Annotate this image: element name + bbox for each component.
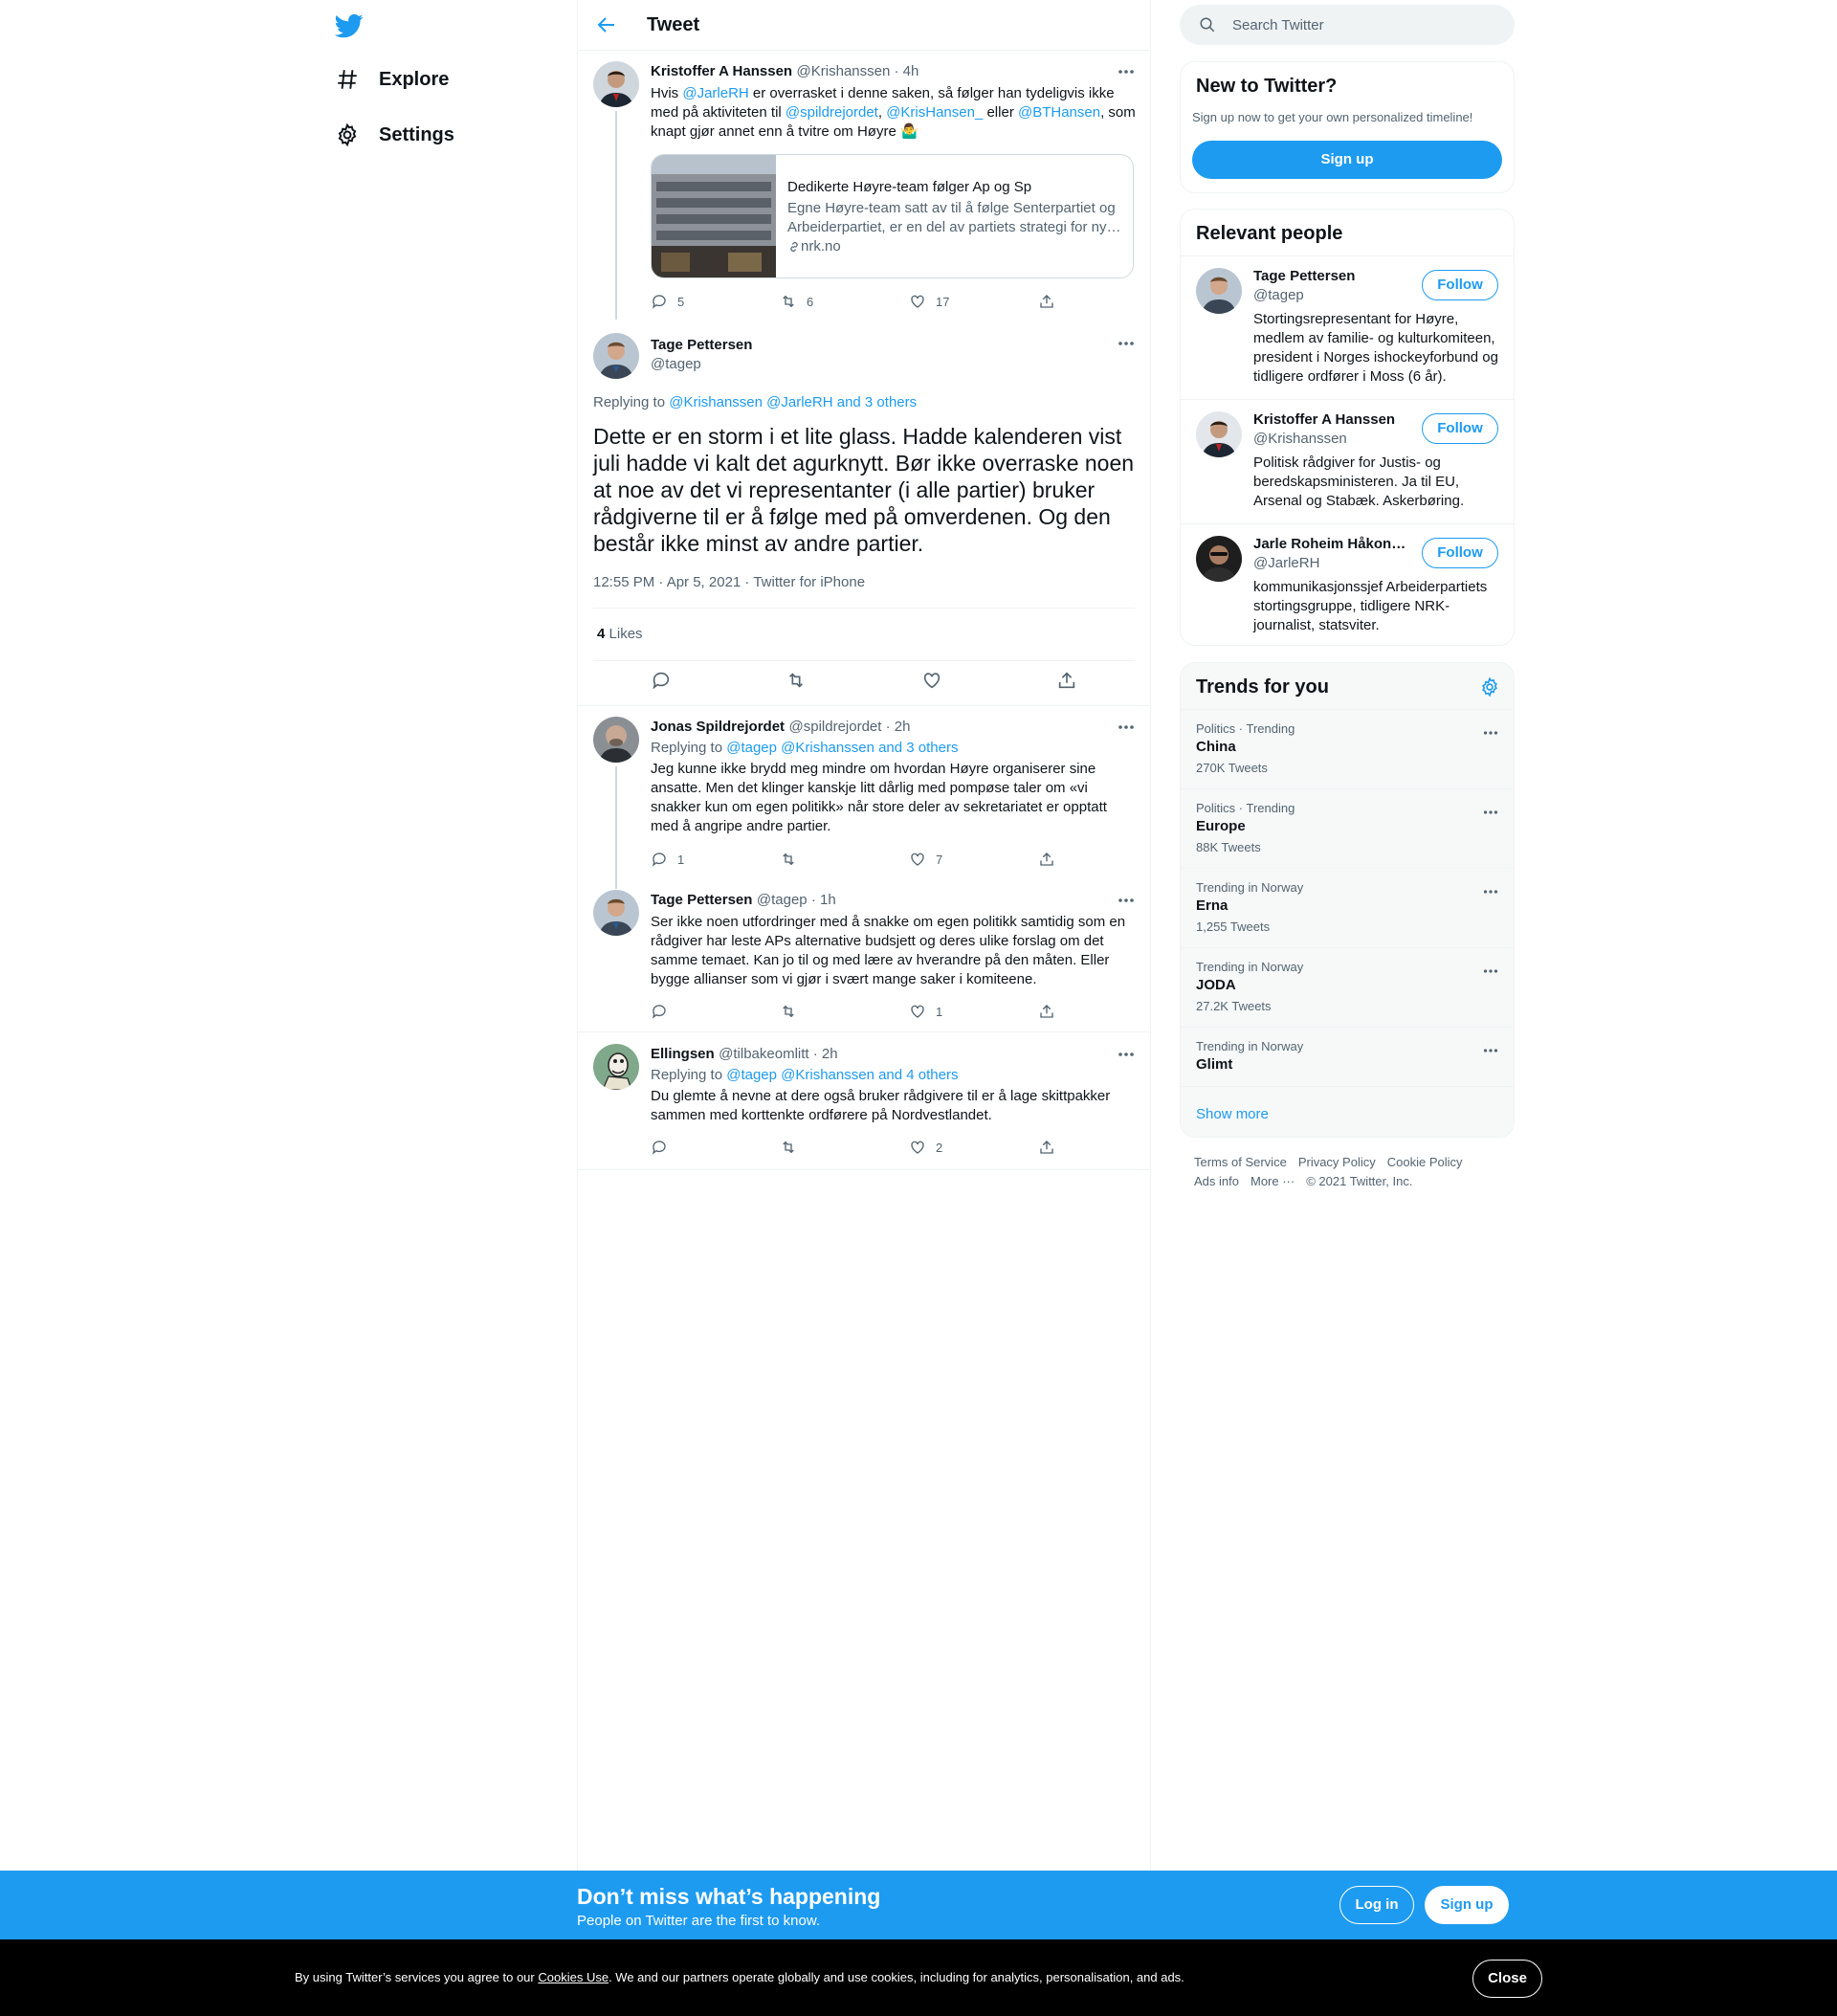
reply-button[interactable] xyxy=(651,1001,718,1022)
tweet-actions xyxy=(651,291,1057,312)
gear-icon[interactable] xyxy=(1479,676,1500,698)
author-name[interactable]: Tage Pettersen xyxy=(651,892,753,908)
like-button[interactable] xyxy=(909,291,976,312)
retweet-button[interactable] xyxy=(780,291,847,312)
tweet-text: Ser ikke noen utfordringer med å snakke om egen politikk samtidig som en rådgiver har leste APs alternative budsjett og deres ulike forslag om det samme temaet. Kan jo til og med lære av hverandre på den måten. Eller bygge allianser som vi gjør i svært mange saker i komiteene. xyxy=(651,914,1126,987)
reply-tweet[interactable] xyxy=(593,1044,1137,1168)
tweet-text xyxy=(651,84,1137,142)
reply-count: 1 xyxy=(677,852,685,867)
share-button[interactable] xyxy=(1038,291,1057,312)
cookie-text-before: By using Twitter’s services you agree to our xyxy=(295,1970,539,1984)
cookie-text-after: . We and our partners operate globally and use cookies, including for analytics, personalisation, and ads. xyxy=(609,1970,1184,1984)
mention-link[interactable]: @spildrejordet xyxy=(785,104,878,121)
avatar[interactable] xyxy=(1196,268,1242,314)
person-name[interactable]: Jarle Roheim Håkon… xyxy=(1253,536,1406,552)
trend-meta: Politics · Trending xyxy=(1196,801,1295,815)
mention-link[interactable]: @BTHansen xyxy=(1017,104,1101,121)
tweet-text: Dette er en storm i et lite glass. Hadde kalenderen vist juli hadde vi kalt det agurknytt. Bør ikke overraske noen at noe av det vi representanter (i alle partier) bruker rådgiverne til er å følge med på omverdenen. Og den består ikke minst av andre partier. xyxy=(593,424,1135,556)
trend-item[interactable] xyxy=(1181,947,1514,1027)
search-input[interactable] xyxy=(1232,5,1500,45)
like-button[interactable] xyxy=(909,1137,976,1158)
divider xyxy=(578,1031,1150,1032)
tweet-actions xyxy=(651,1001,1057,1022)
person-item[interactable] xyxy=(1181,399,1514,523)
reply-icon xyxy=(651,851,677,868)
retweet-button[interactable] xyxy=(780,849,847,870)
person-name[interactable]: Kristoffer A Hanssen xyxy=(1253,411,1396,428)
banner-subtitle: People on Twitter are the first to know. xyxy=(577,1913,821,1929)
tweet-body xyxy=(651,719,1137,836)
share-icon[interactable] xyxy=(1056,670,1077,695)
replying-to xyxy=(651,1067,1137,1083)
divider xyxy=(578,705,1150,706)
author-name[interactable]: Kristoffer A Hanssen xyxy=(651,63,793,79)
author-handle[interactable]: @tagep · 1h xyxy=(756,892,836,908)
reply-button[interactable] xyxy=(651,291,718,312)
more-options-icon[interactable] xyxy=(1481,962,1500,981)
reply-icon xyxy=(651,1003,677,1020)
footer-link-ads[interactable]: Ads info xyxy=(1194,1174,1239,1188)
more-options-icon[interactable] xyxy=(1481,882,1500,901)
share-button[interactable] xyxy=(1038,1001,1057,1022)
author-handle[interactable]: @Krishanssen · 4h xyxy=(796,63,919,79)
trend-name: Glimt xyxy=(1196,1056,1233,1073)
tweet-thread-column xyxy=(577,0,1151,1871)
share-icon xyxy=(1038,1003,1065,1020)
page-title: Tweet xyxy=(647,14,700,35)
retweet-icon xyxy=(780,1003,807,1020)
trend-item[interactable] xyxy=(1181,709,1514,788)
arrow-left-icon[interactable] xyxy=(595,13,618,36)
link-card[interactable] xyxy=(651,154,1134,278)
person-handle[interactable]: @JarleRH xyxy=(1253,555,1320,571)
link-card-text xyxy=(787,178,1127,256)
link-card-domain-text: nrk.no xyxy=(801,238,841,255)
copyright: © 2021 Twitter, Inc. xyxy=(1306,1174,1413,1188)
replying-to-link[interactable]: @Krishanssen @JarleRH and 3 others xyxy=(669,394,918,410)
retweet-icon xyxy=(780,851,807,868)
cookie-banner xyxy=(0,1939,1837,2016)
replying-to-link[interactable]: @tagep @Krishanssen and 4 others xyxy=(726,1067,959,1083)
show-more-link[interactable]: Show more xyxy=(1181,1086,1514,1138)
author-name[interactable]: Tage Pettersen xyxy=(651,337,753,353)
likes-count: 4 xyxy=(597,626,606,642)
trend-count: 27.2K Tweets xyxy=(1196,999,1272,1013)
person-item[interactable] xyxy=(1181,255,1514,399)
more-options-icon[interactable] xyxy=(1481,723,1500,742)
nav-explore-label: Explore xyxy=(379,68,450,90)
person-item[interactable] xyxy=(1181,523,1514,646)
heart-icon xyxy=(909,293,936,310)
divider xyxy=(593,660,1135,661)
main-tweet-actions xyxy=(593,670,1135,695)
avatar[interactable] xyxy=(593,61,639,107)
heart-icon xyxy=(909,1139,936,1156)
nav-explore[interactable] xyxy=(335,60,449,99)
main-tweet xyxy=(593,333,1137,706)
tweet-body xyxy=(651,1046,1137,1125)
follow-button[interactable]: Follow xyxy=(1422,270,1498,300)
cookie-text xyxy=(295,1970,1184,1984)
box-subtitle: Sign up now to get your own personalized timeline! xyxy=(1192,110,1473,124)
sign-up-button[interactable]: Sign up xyxy=(1192,141,1502,179)
trend-name: Erna xyxy=(1196,897,1228,914)
link-card-description: Egne Høyre-team satt av til å følge Senterpartiet og Arbeiderpartiet, er en del av partiets strategi for ny… xyxy=(787,200,1121,235)
footer-links xyxy=(1194,1153,1500,1191)
follow-button[interactable]: Follow xyxy=(1422,413,1498,444)
cookies-use-link[interactable]: Cookies Use xyxy=(538,1970,609,1984)
signup-banner xyxy=(0,1871,1837,1939)
footer-link-more[interactable]: More ··· xyxy=(1250,1174,1295,1188)
close-button[interactable]: Close xyxy=(1472,1960,1542,1998)
replying-label: Replying to xyxy=(593,394,670,410)
search-bar[interactable] xyxy=(1180,5,1515,45)
trend-count: 1,255 Tweets xyxy=(1196,919,1271,934)
log-in-button[interactable]: Log in xyxy=(1339,1886,1414,1924)
more-options-icon[interactable] xyxy=(1481,803,1500,822)
trend-meta: Trending in Norway xyxy=(1196,1039,1304,1053)
box-title: Relevant people xyxy=(1196,223,1343,244)
author-handle[interactable]: @tagep xyxy=(651,356,701,372)
avatar[interactable] xyxy=(1196,411,1242,457)
trend-meta: Politics · Trending xyxy=(1196,721,1295,736)
trend-name: China xyxy=(1196,739,1236,755)
person-bio: Politisk rådgiver for Justis- og beredskapsministeren. Ja til EU, Arsenal og Stabæk. Askerbøring. xyxy=(1253,454,1465,509)
person-bio: Stortingsrepresentant for Høyre, medlem av familie- og kulturkomiteen, president i Norges ishockeyforbund og tidligere ordfører i Moss (6 år). xyxy=(1253,311,1498,385)
box-title: New to Twitter? xyxy=(1196,76,1338,97)
reply-button[interactable] xyxy=(651,1137,718,1158)
link-card-image xyxy=(652,155,776,278)
retweet-icon[interactable] xyxy=(786,670,807,695)
text-span: , som knapt gjør annet enn å tvitre om Høyre 🤷‍♂️ xyxy=(651,104,1136,140)
likes-summary[interactable] xyxy=(597,626,643,642)
more-options-icon[interactable] xyxy=(1116,1044,1137,1065)
text-span: eller xyxy=(983,104,1018,121)
trend-name: JODA xyxy=(1196,977,1236,993)
banner-title: Don’t miss what’s happening xyxy=(577,1884,881,1909)
avatar[interactable] xyxy=(593,333,639,379)
person-handle[interactable]: @tagep xyxy=(1253,287,1304,303)
replying-to-link[interactable]: @tagep @Krishanssen and 3 others xyxy=(726,740,959,756)
replying-label: Replying to xyxy=(651,1067,727,1083)
retweet-icon xyxy=(780,1139,807,1156)
avatar[interactable] xyxy=(593,717,639,763)
share-icon xyxy=(1038,293,1065,310)
relevant-people-box xyxy=(1180,209,1515,646)
heart-icon xyxy=(909,851,936,868)
author-handle[interactable]: @tilbakeomlitt · 2h xyxy=(719,1046,838,1062)
author-handle[interactable]: @spildrejordet · 2h xyxy=(788,719,911,735)
tweet-text: Jeg kunne ikke brydd meg mindre om hvordan Høyre organiserer sine ansatte. Men det klinger kanskje litt dårlig med pompøse taler om «vi snakker kun om egen politikk» når store deler av sekretariatet er opptatt med å angripe andre partier. xyxy=(651,761,1107,834)
divider xyxy=(593,608,1135,609)
trend-meta: Trending in Norway xyxy=(1196,960,1304,974)
reply-icon xyxy=(651,1139,677,1156)
person-name[interactable]: Tage Pettersen xyxy=(1253,268,1356,284)
nav-settings[interactable] xyxy=(335,116,454,154)
new-to-twitter-box xyxy=(1180,61,1515,193)
like-count: 2 xyxy=(936,1140,943,1155)
text-span: Hvis xyxy=(651,85,683,101)
tweet-text: Du glemte å nevne at dere også bruker rådgivere til er å lage skittpakker sammen med korttenkte ordførere på Nordvestlandet. xyxy=(651,1088,1111,1123)
share-button[interactable] xyxy=(1038,1137,1057,1158)
text-span: , xyxy=(877,104,887,121)
trend-name: Europe xyxy=(1196,818,1246,834)
link-icon xyxy=(787,240,801,254)
reply-count: 5 xyxy=(677,294,685,309)
reply-tweet[interactable] xyxy=(593,890,1137,1024)
share-button[interactable] xyxy=(1038,849,1057,870)
thread-line xyxy=(615,111,617,320)
box-title: Trends for you xyxy=(1196,676,1329,698)
footer-link-cookies[interactable]: Cookie Policy xyxy=(1386,1155,1463,1169)
twitter-bird-icon[interactable] xyxy=(335,11,364,40)
person-handle[interactable]: @Krishanssen xyxy=(1253,431,1347,447)
replying-to xyxy=(593,394,917,410)
trends-box xyxy=(1180,662,1515,1138)
mention-link[interactable]: @JarleRH xyxy=(682,85,749,101)
tweet-actions xyxy=(651,849,1057,870)
more-options-icon[interactable] xyxy=(1116,717,1137,738)
author-name[interactable]: Jonas Spildrejordet xyxy=(651,719,786,735)
like-count: 17 xyxy=(936,294,950,309)
author-name[interactable]: Ellingsen xyxy=(651,1046,715,1062)
gear-icon xyxy=(335,122,379,147)
retweet-button[interactable] xyxy=(780,1001,847,1022)
trend-count: 270K Tweets xyxy=(1196,761,1268,775)
like-button[interactable] xyxy=(909,1001,976,1022)
like-count: 1 xyxy=(936,1004,943,1019)
share-icon xyxy=(1038,851,1065,868)
link-card-title: Dedikerte Høyre-team følger Ap og Sp xyxy=(787,179,1032,195)
sign-up-button[interactable]: Sign up xyxy=(1425,1886,1509,1924)
retweet-icon xyxy=(780,293,807,310)
retweet-count: 6 xyxy=(807,294,814,309)
center-header xyxy=(578,0,1150,51)
nav-settings-label: Settings xyxy=(379,123,454,145)
link-card-domain xyxy=(787,237,1127,256)
more-options-icon[interactable] xyxy=(1481,1041,1500,1060)
follow-button[interactable]: Follow xyxy=(1422,538,1498,568)
reply-icon[interactable] xyxy=(651,670,672,695)
retweet-button[interactable] xyxy=(780,1137,847,1158)
text-span: er overrasket i denne saken, så følger han tydeligvis ikke med på aktiviteten til xyxy=(651,85,1115,121)
tweet-timestamp[interactable]: 12:55 PM · Apr 5, 2021 · Twitter for iPhone xyxy=(593,574,866,590)
tweet-actions xyxy=(651,1137,1057,1158)
thread-line xyxy=(615,766,617,889)
tweet-body xyxy=(651,63,1137,142)
heart-icon xyxy=(909,1003,936,1020)
heart-icon[interactable] xyxy=(921,670,942,695)
like-button[interactable] xyxy=(909,849,976,870)
footer-link-privacy[interactable]: Privacy Policy xyxy=(1297,1155,1376,1169)
reply-icon xyxy=(651,293,677,310)
like-count: 7 xyxy=(936,852,943,867)
person-bio: kommunikasjonssjef Arbeiderpartiets stortingsgruppe, tidligere NRK-journalist, statsviter. xyxy=(1253,579,1488,633)
share-icon xyxy=(1038,1139,1065,1156)
reply-tweet[interactable] xyxy=(593,717,1137,879)
divider xyxy=(578,1169,1150,1170)
more-options-icon[interactable] xyxy=(1116,61,1137,82)
replying-label: Replying to xyxy=(651,740,727,756)
avatar[interactable] xyxy=(593,1044,639,1090)
more-options-icon[interactable] xyxy=(1116,333,1137,354)
trend-item[interactable] xyxy=(1181,788,1514,868)
trend-item[interactable] xyxy=(1181,1027,1514,1086)
trend-item[interactable] xyxy=(1181,868,1514,947)
avatar[interactable] xyxy=(593,890,639,936)
avatar[interactable] xyxy=(1196,536,1242,582)
reply-button[interactable] xyxy=(651,849,718,870)
replying-to xyxy=(651,740,1137,756)
hashtag-icon xyxy=(335,67,379,92)
trend-meta: Trending in Norway xyxy=(1196,880,1304,895)
tweet-body xyxy=(651,892,1137,989)
footer-link-terms[interactable]: Terms of Service xyxy=(1194,1155,1287,1169)
likes-label: Likes xyxy=(609,626,643,642)
mention-link[interactable]: @KrisHansen_ xyxy=(886,104,984,121)
trend-count: 88K Tweets xyxy=(1196,840,1261,854)
parent-tweet[interactable] xyxy=(593,61,1137,320)
more-options-icon[interactable] xyxy=(1116,890,1137,911)
